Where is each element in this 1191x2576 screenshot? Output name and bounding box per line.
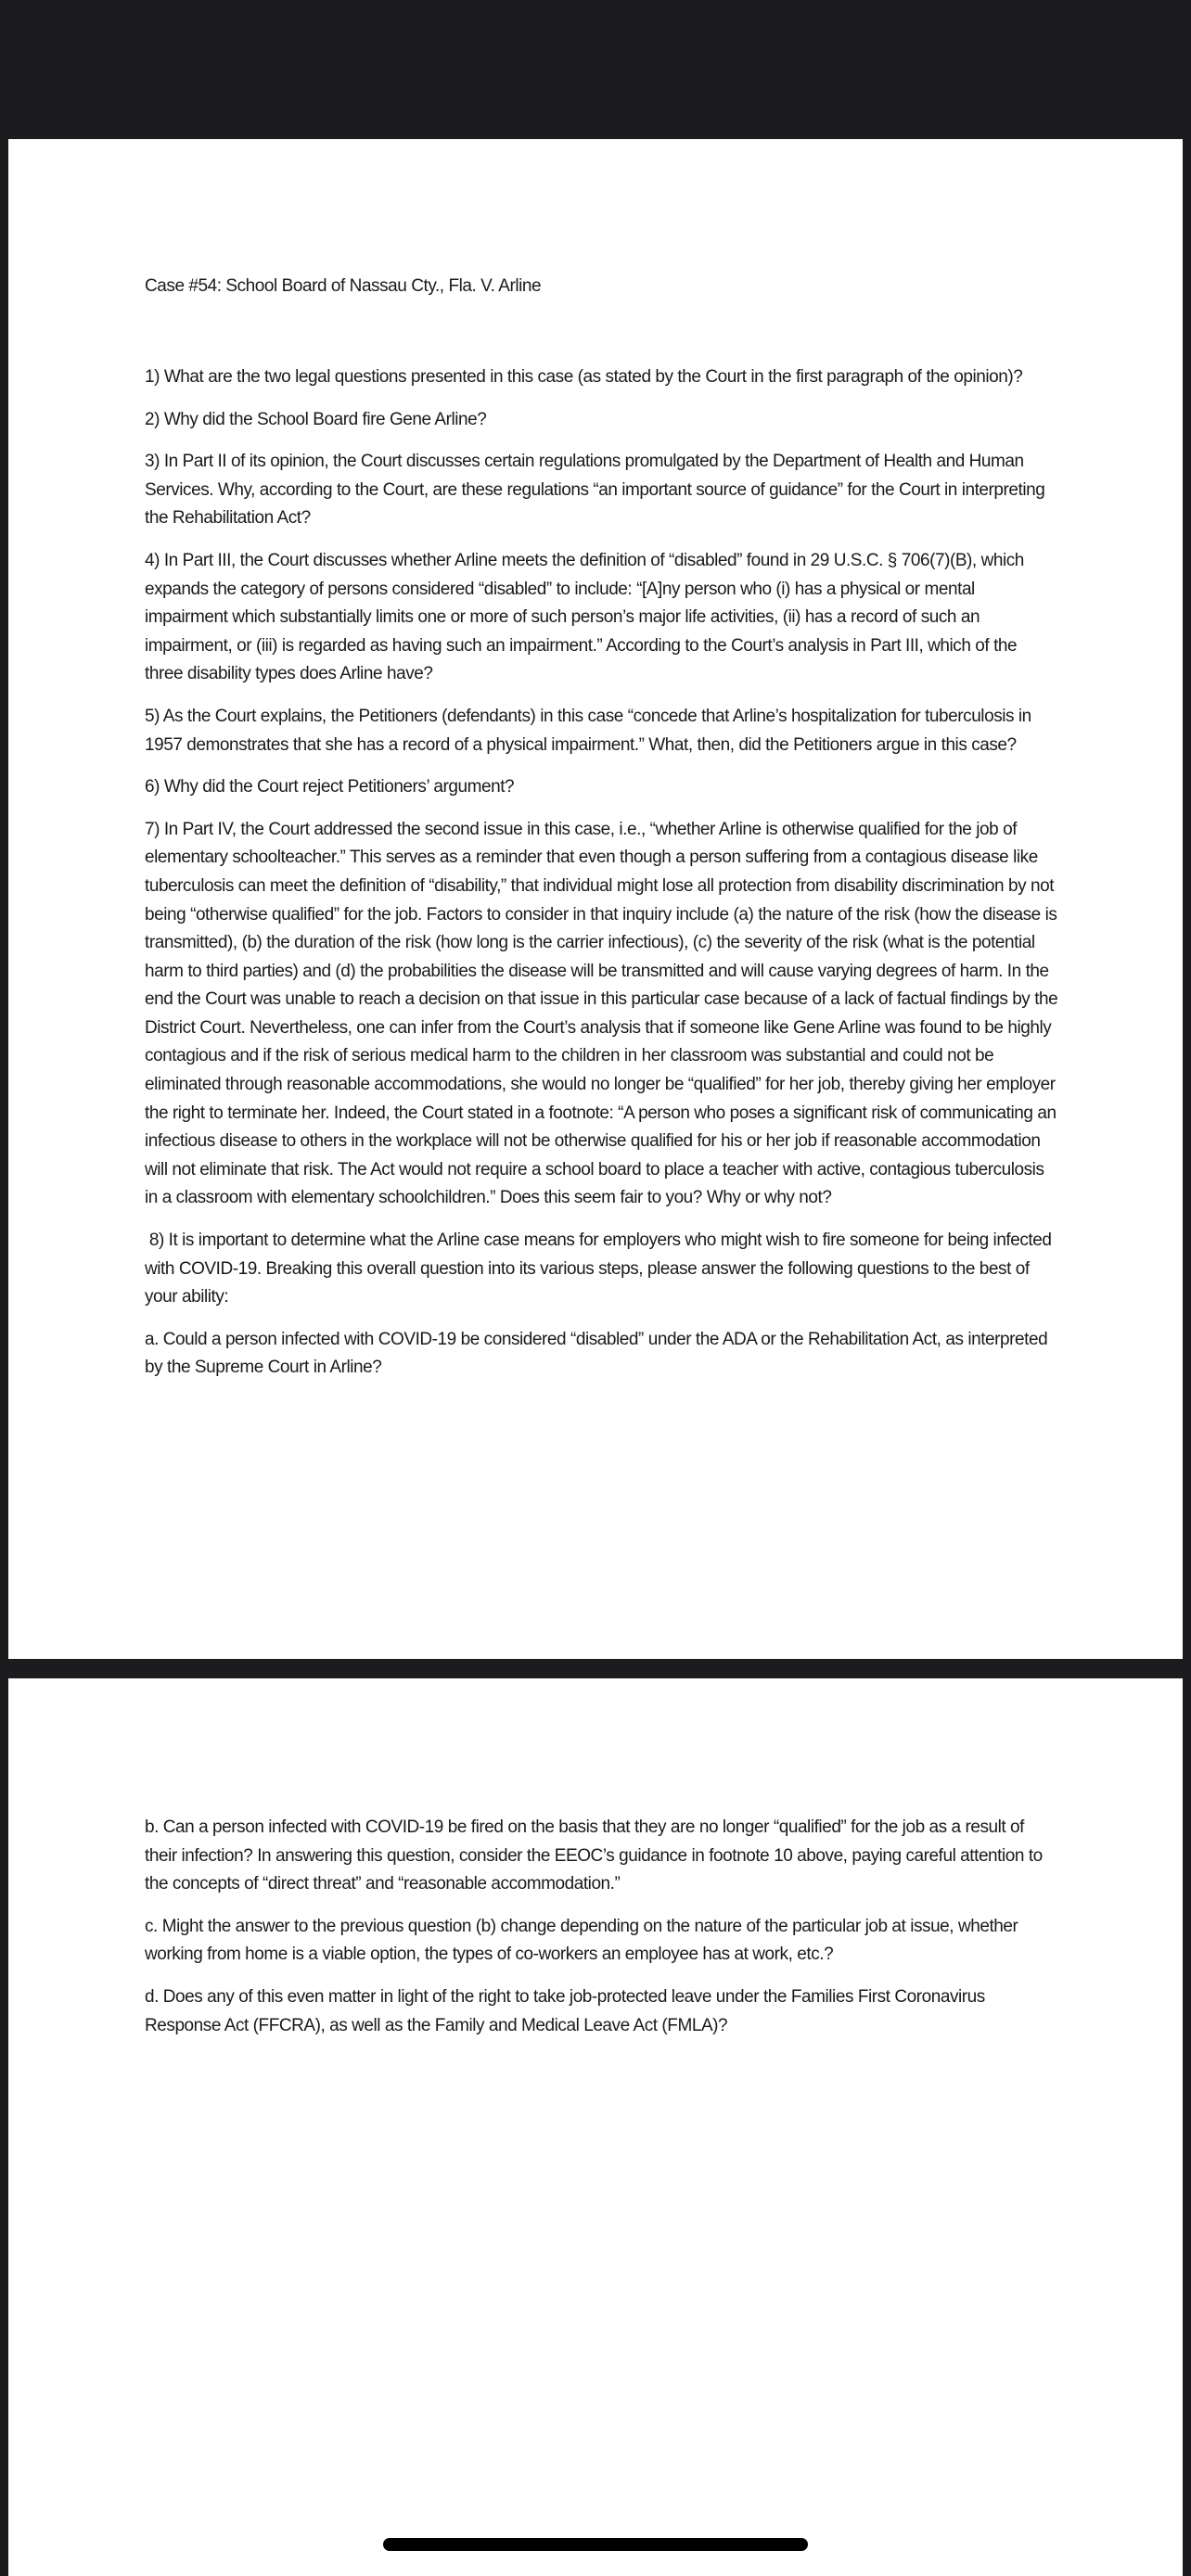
question-8b: b. Can a person infected with COVID-19 be fired on the basis that they are no longer “qualified” for the job as a result of their infection? In answering this question, consider the EEOC’s guidance in footnote 10 above, paying careful attention to the concepts of “direct threat” and “reasonable accommodation.” (145, 1817, 1043, 1894)
question-1: 1) What are the two legal questions presented in this case (as stated by the Court in the first paragraph of the opinion)? (145, 367, 1023, 387)
document-page-1 (8, 139, 1183, 1659)
questions-list-page-2 (145, 1814, 1058, 2054)
questions-list-page-1 (145, 363, 1058, 1396)
question-8c: c. Might the answer to the previous question (b) change depending on the nature of the particular job at issue, whether working from home is a viable option, the types of co-workers an employee has at work, etc.? (145, 1916, 1018, 1965)
question-3: 3) In Part II of its opinion, the Court discusses certain regulations promulgated by the Department of Health and Human Services. Why, according to the Court, are these regulations “an important source of guidance” for the Court in interpreting the Rehabilitation Act? (145, 452, 1045, 529)
case-title: Case #54: School Board of Nassau Cty., Fla. V. Arline (145, 276, 542, 296)
document-page-2 (8, 1678, 1183, 2576)
question-5: 5) As the Court explains, the Petitioners (defendants) in this case “concede that Arline’s hospitalization for tuberculosis in 1957 demonstrates that she has a record of a physical impairment.” What, then, did the Petitioners argue in this case? (145, 706, 1031, 755)
question-2: 2) Why did the School Board fire Gene Arline? (145, 409, 487, 429)
question-8a: a. Could a person infected with COVID-19 be considered “disabled” under the ADA or the Rehabilitation Act, as interpreted by the Supreme Court in Arline? (145, 1329, 1048, 1378)
question-8d: d. Does any of this even matter in light of the right to take job-protected leave under the Families First Coronavirus Response Act (FFCRA), as well as the Family and Medical Leave Act (FMLA)? (145, 1986, 985, 2035)
question-4: 4) In Part III, the Court discusses whether Arline meets the definition of “disabled” found in 29 U.S.C. § 706(7)(B), which expands the category of persons considered “disabled” to include: “[A]ny person who (i) has a physical or mental impairment which substantially limits one or more of such person’s major life activities, (ii) has a record of such an impairment, or (iii) is regarded as having such an impairment.” According to the Court’s analysis in Part III, which of the three disability types does Arline have? (145, 550, 1024, 684)
question-8: 8) It is important to determine what the Arline case means for employers who might wish to fire someone for being infected with COVID-19. Breaking this overall question into its various steps, please answer the following questions to the best of your ability: (145, 1231, 1057, 1307)
question-7: 7) In Part IV, the Court addressed the second issue in this case, i.e., “whether Arline is otherwise qualified for the job of elementary schoolteacher.” This serves as a reminder that even though a person suffering from a contagious disease like tuberculosis can meet the definition of “disability,” that individual might lose all protection from disability discrimination by not being “otherwise qualified” for the job. Factors to consider in that inquiry include (a) the nature of the risk (how the disease is transmitted), (b) the duration of the risk (how long is the carrier infectious), (c) the severity of the risk (what is the potential harm to third parties) and (d) the probabilities the disease will be transmitted and will cause varying degrees of harm. In the end the Court was unable to reach a decision on that issue in this particular case because of a lack of factual findings by the District Court. Nevertheless, one can infer from the Court’s analysis that if someone like Gene Arline was found to be highly contagious and if the risk of serious medical harm to the children in her classroom was substantial and could not be eliminated through reasonable accommodations, she would no longer be “qualified” for her job, thereby giving her employer the right to terminate her. Indeed, the Court stated in a footnote: “A person who poses a significant risk of communicating an infectious disease to others in the workplace will not be otherwise qualified for his or her job if reasonable accommodation will not eliminate that risk. The Act would not require a school board to place a teacher with active, contagious tuberculosis in a classroom with elementary schoolchildren.” Does this seem fair to you? Why or why not? (145, 819, 1058, 1208)
home-indicator[interactable] (383, 2538, 808, 2551)
question-6: 6) Why did the Court reject Petitioners’ argument? (145, 777, 515, 797)
